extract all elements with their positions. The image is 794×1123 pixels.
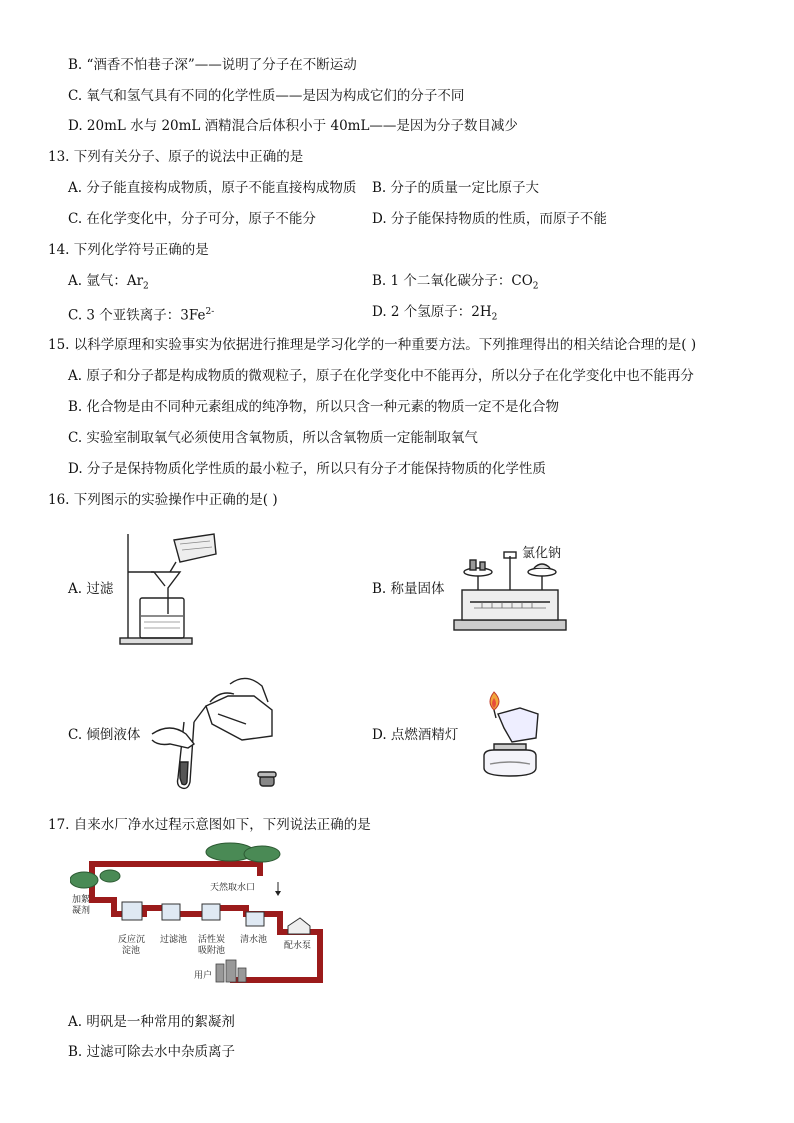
water-treatment-diagram	[70, 842, 330, 992]
q14-option-b: B. 1 个二氧化碳分子：$CO_2$	[372, 273, 539, 292]
q15-option-a: A. 原子和分子都是构成物质的微观粒子，原子在化学变化中不能再分，所以分子在化学变化中也不能再分	[68, 368, 694, 384]
filtration-figure	[118, 528, 248, 650]
q13-stem: 13. 下列有关分子、原子的说法中正确的是	[48, 149, 304, 165]
sedimentation-tank-label-line1: 反应沉	[118, 935, 146, 945]
coagulant-label-line1: 加絮	[72, 895, 91, 905]
q15-option-d: D. 分子是保持物质化学性质的最小粒子，所以只有分子才能保持物质的化学性质	[68, 461, 546, 477]
carbon-tank-label-line1: 活性炭	[198, 935, 226, 945]
intake-label: 天然取水口	[210, 883, 256, 893]
q13-option-b: B. 分子的质量一定比原子大	[372, 180, 540, 196]
q14-option-a: A. 氩气：$Ar_2$	[68, 273, 149, 292]
q17-option-a: A. 明矾是一种常用的絮凝剂	[68, 1014, 235, 1030]
sedimentation-tank-label-line2: 淀池	[122, 946, 141, 956]
q15-stem: 15. 以科学原理和实验事实为依据进行推理是学习化学的一种重要方法。下列推理得出的相关结论合理的是( )	[48, 337, 697, 353]
q15-option-c: C. 实验室制取氧气必须使用含氧物质，所以含氧物质一定能制取氧气	[68, 430, 478, 446]
q12-option-b: B. “酒香不怕巷子深”——说明了分子在不断运动	[68, 57, 357, 73]
q16-option-a: A. 过滤	[68, 581, 114, 597]
q14-option-c: C. 3 个亚铁离子：$3Fe^{2-}$	[68, 307, 215, 324]
q17-stem: 17. 自来水厂净水过程示意图如下，下列说法正确的是	[48, 817, 371, 833]
q15-option-b: B. 化合物是由不同种元素组成的纯净物，所以只含一种元素的物质一定不是化合物	[68, 399, 560, 415]
clear-water-tank-label: 清水池	[240, 935, 268, 945]
q16-option-b: B. 称量固体	[372, 581, 445, 597]
pump-label: 配水泵	[284, 941, 312, 951]
filter-tank-label: 过滤池	[160, 935, 188, 945]
coagulant-label-line2: 凝剂	[72, 906, 91, 916]
q12-option-d: D. 20mL 水与 20mL 酒精混合后体积小于 40mL——是因为分子数目减少	[68, 118, 518, 134]
sodium-chloride-label: 氯化钠	[522, 546, 562, 561]
q13-option-c: C. 在化学变化中，分子可分，原子不能分	[68, 211, 316, 227]
pouring-liquid-figure	[150, 664, 290, 796]
alcohol-lamp-figure	[464, 688, 554, 780]
q16-option-c: C. 倾倒液体	[68, 727, 141, 743]
q16-stem: 16. 下列图示的实验操作中正确的是( )	[48, 492, 278, 508]
q17-option-b: B. 过滤可除去水中杂质离子	[68, 1044, 236, 1060]
user-label: 用户	[194, 971, 213, 981]
q12-option-c: C. 氧气和氢气具有不同的化学性质——是因为构成它们的分子不同	[68, 88, 465, 104]
q14-stem: 14. 下列化学符号正确的是	[48, 242, 209, 258]
q13-option-d: D. 分子能保持物质的性质，而原子不能	[372, 211, 607, 227]
q14-option-d: D. 2 个氢原子：$2H_2$	[372, 304, 498, 323]
q13-option-a: A. 分子能直接构成物质，原子不能直接构成物质	[68, 180, 357, 196]
carbon-tank-label-line2: 吸附池	[198, 946, 226, 956]
q16-option-d: D. 点燃酒精灯	[372, 727, 459, 743]
